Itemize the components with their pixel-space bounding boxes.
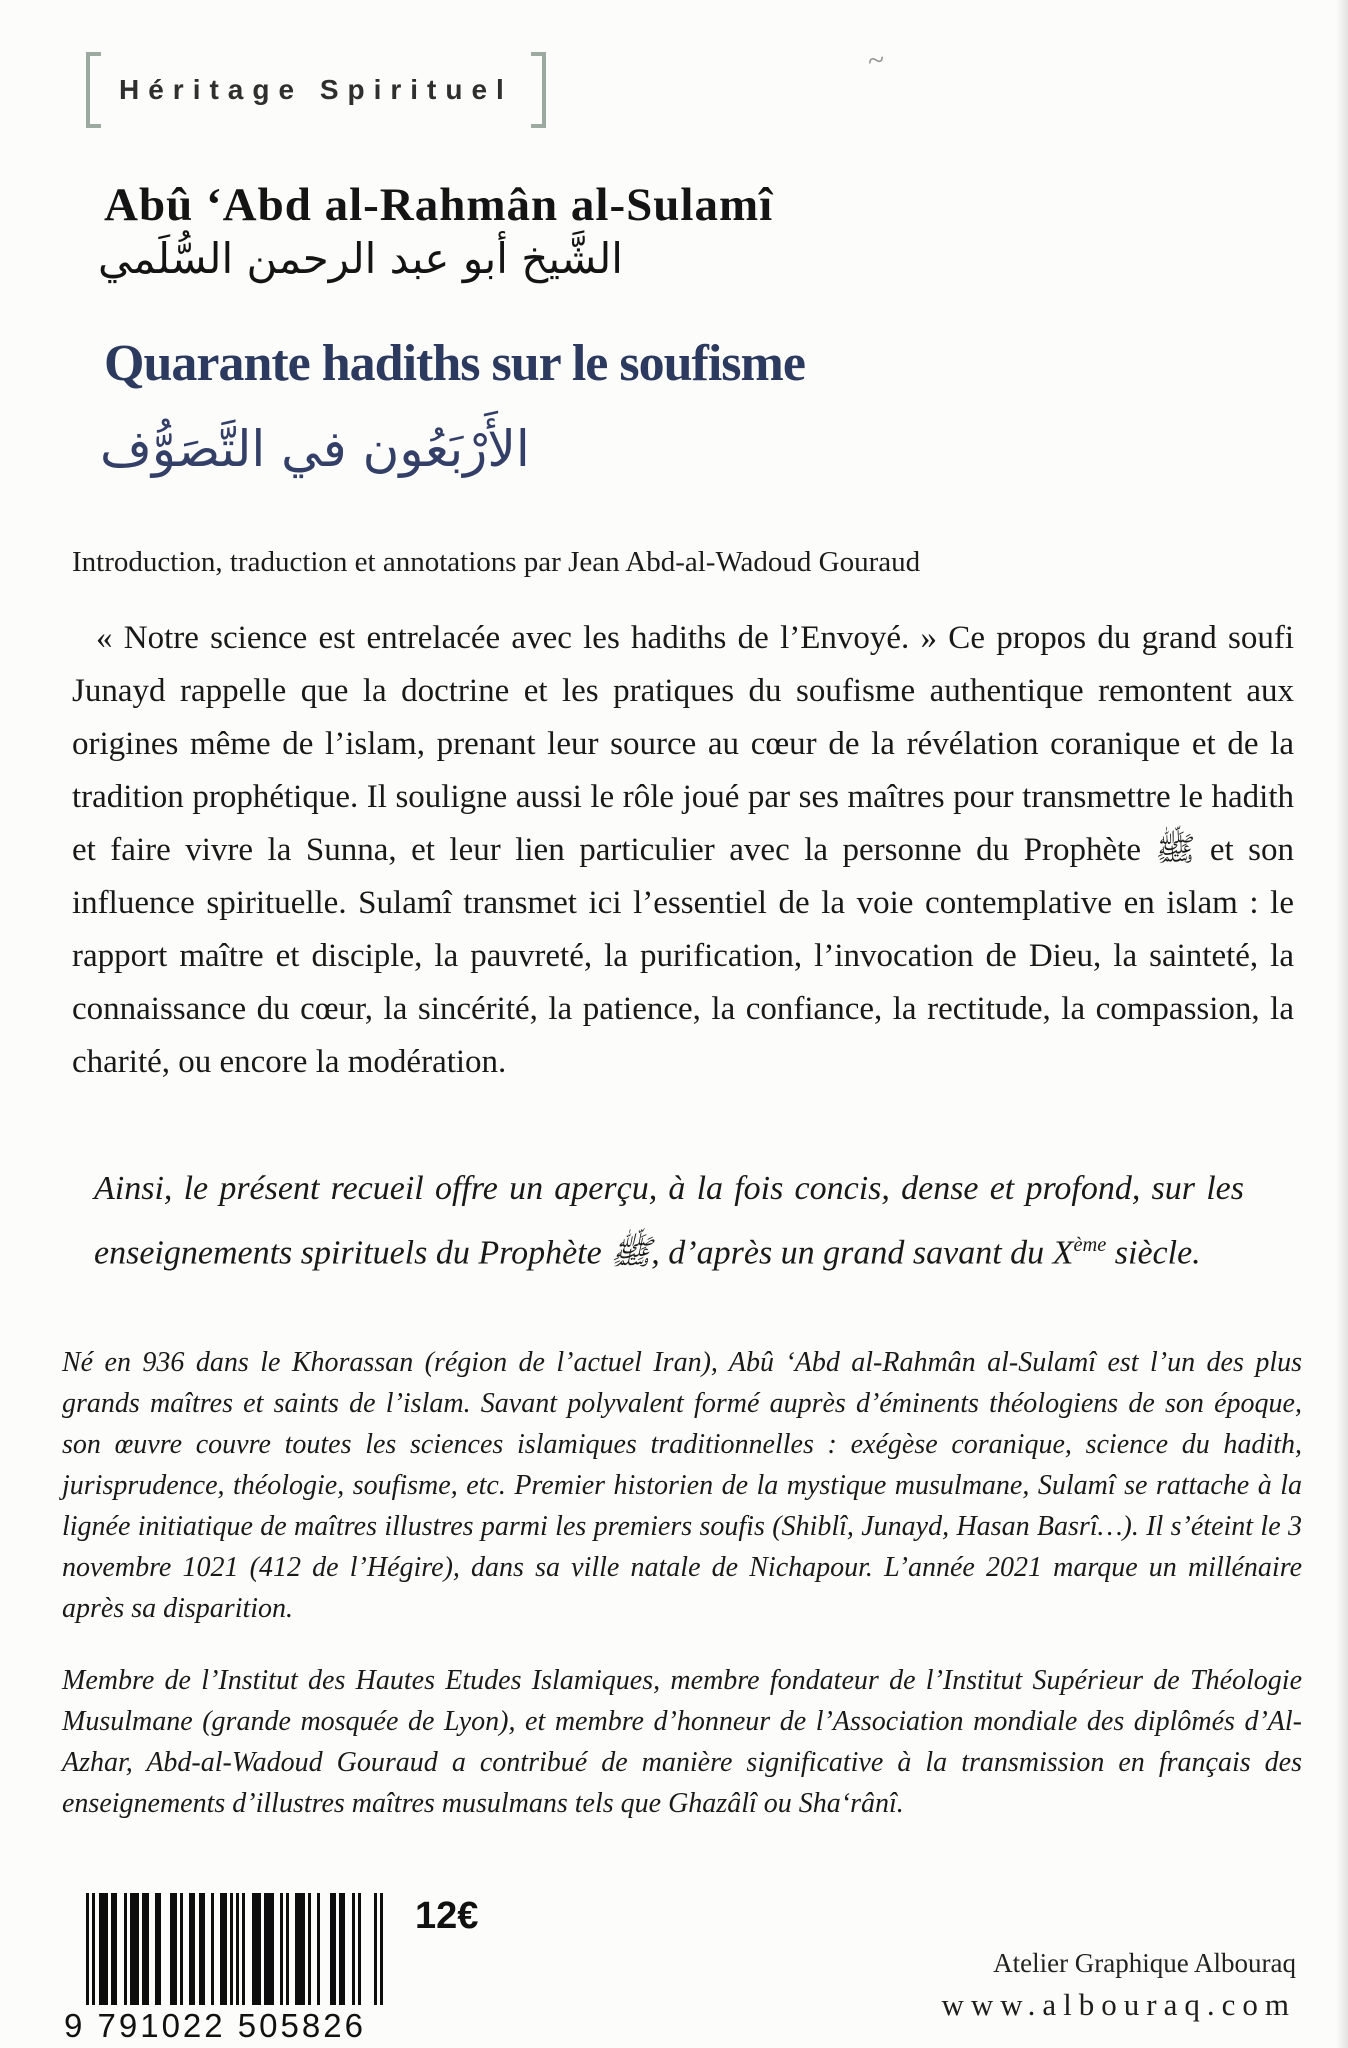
imprint-block bbox=[942, 1948, 1296, 2023]
price-label: 12€ bbox=[415, 1895, 479, 1937]
barcode-digits: 9 791022 505826 bbox=[64, 2007, 366, 2044]
bracket-left-icon bbox=[86, 52, 101, 128]
book-title-arabic: الأَرْبَعُون في التَّصَوُّف bbox=[100, 420, 530, 478]
author-name-arabic: الشَّيخ أبو عبد الرحمن السُّلَمي bbox=[98, 234, 623, 283]
studio-credit: Atelier Graphique Albouraq bbox=[993, 1948, 1296, 1978]
book-title: Quarante hadiths sur le soufisme bbox=[104, 335, 805, 392]
page-edge-shadow bbox=[1336, 0, 1348, 2048]
blurb-highlight-text: Ainsi, le présent recueil offre un aperçu, à la fois concis, dense et profond, sur les enseignements spirituels du Prophète ﷺ, d’après un grand savant du X bbox=[94, 1170, 1244, 1272]
credit-line: Introduction, traduction et annotations par Jean Abd-al-Wadoud Gouraud bbox=[72, 546, 921, 578]
blurb-paragraph: « Notre science est entrelacée avec les hadiths de l’Envoyé. » Ce propos du grand soufi Junayd rappelle que la doctrine et les pratiques du soufisme authentique remontent aux origines même de l’islam, prenant leur source au cœur de la révélation coranique et de la tradition prophétique. Il souligne aussi le rôle joué par ses maîtres pour transmettre le hadith et faire vivre la Sunna, et leur lien particulier avec la personne du Prophète ﷺ et son influence spirituelle. Sulamî transmet ici l’essentiel de la voie contemplative en islam : le rapport maître et disciple, la pauvreté, la purification, l’invocation de Dieu, la sainteté, la connaissance du cœur, la sincérité, la patience, la confiance, la rectitude, la compassion, la charité, ou encore la modération. bbox=[72, 620, 1294, 1080]
barcode bbox=[64, 1893, 386, 2045]
barcode-bars bbox=[86, 1893, 383, 2005]
bio-author-paragraph: Né en 936 dans le Khorassan (région de l’actuel Iran), Abû ‘Abd al-Rahmân al-Sulamî est l’un des plus grands maîtres et saints de l’islam. Savant polyvalent formé auprès d’éminents théologiens de son époque, son œuvre couvre toutes les sciences islamiques traditionnelles : exégèse coranique, science du hadith, jurisprudence, théologie, soufisme, etc. Premier historien de la mystique musulmane, Sulamî se rattache à la lignée initiatique de maîtres illustres parmi les premiers soufis (Shiblî, Junayd, Hasan Basrî…). Il s’éteint le 3 novembre 1021 (412 de l’Hégire), dans sa ville natale de Nichapour. L’année 2021 marque un millénaire après sa disparition. bbox=[62, 1347, 1302, 1624]
blurb-highlight bbox=[94, 1160, 1244, 1281]
bracket-right-icon bbox=[531, 52, 546, 128]
blurb-highlight-superscript: ème bbox=[1073, 1234, 1107, 1256]
blurb-highlight-end: siècle. bbox=[1106, 1234, 1201, 1272]
website-url: www.albouraq.com bbox=[941, 1987, 1296, 2022]
collection-label: Héritage Spirituel bbox=[119, 74, 513, 105]
bio-translator-paragraph: Membre de l’Institut des Hautes Etudes Islamiques, membre fondateur de l’Institut Supérieur de Théologie Musulmane (grande mosquée de Lyon), et membre d’honneur de l’Association mondiale des diplômés d’Al-Azhar, Abd-al-Wadoud Gouraud a contribué de manière significative à la transmission en français des enseignements d’illustres maîtres musulmans tels que Ghazâlî ou Sha‘rânî. bbox=[62, 1665, 1302, 1819]
collection-badge bbox=[86, 52, 546, 128]
scan-artifact-mark: ~ bbox=[865, 43, 887, 78]
author-name: Abû ‘Abd al-Rahmân al-Sulamî bbox=[104, 179, 774, 231]
